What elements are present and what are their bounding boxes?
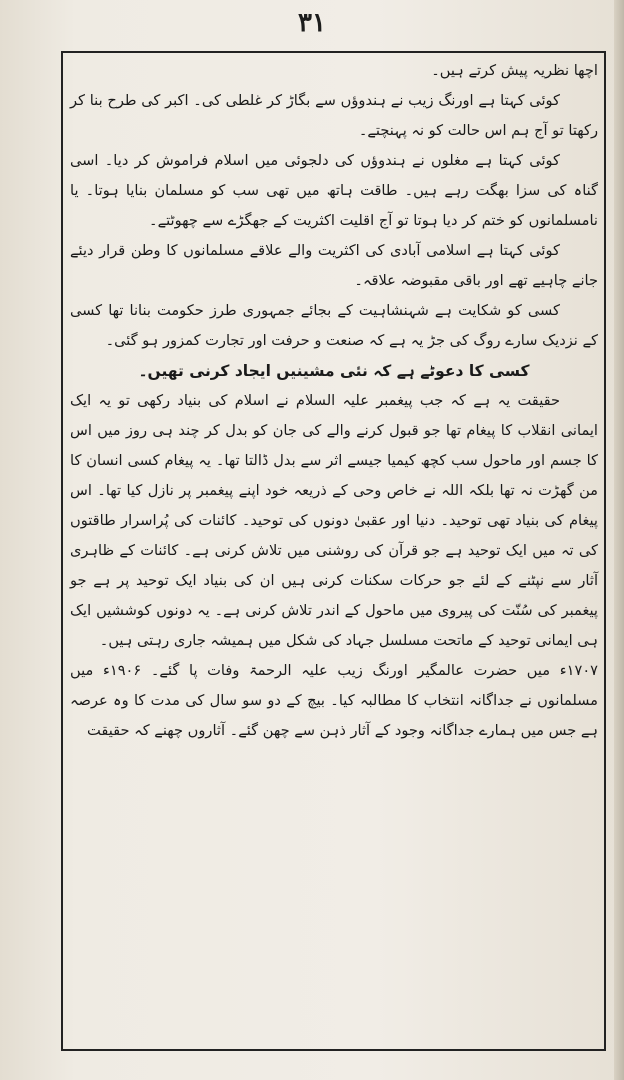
paragraph: اچھا نظریہ پیش کرتے ہیں۔ (431, 62, 598, 79)
page-number: ۳۱ (298, 8, 326, 38)
paragraph: حقیقت یہ ہے کہ جب پیغمبر علیہ السلام نے اسلام کی بنیاد رکھی تو یہ ایک ایمانی انقلاب کا پیغام تھا جو قبول کرنے والے کی جان کو بدل کر چند ہی روز میں اس کا جسم اور ماحول سب کچھ کیمیا جیسے اثر سے بدل ڈالتا تھا۔ یہ پیغام کسی انسان کا من گھڑت نہ تھا بلکہ اللہ نے خاص وحی کے ذریعہ خود اپنے پیغمبر پر نازل کیا تھا۔ اس پیغام کی بنیاد تھی توحید۔ دنیا اور عقبیٰ دونوں کی توحید۔ کائنات کی پُراسرار طاقتوں کی تہ میں ایک توحید ہے جو قرآن کی روشنی میں تلاش کرنی ہے۔ کائنات کے ظاہری آثار سے نپٹنے کے لئے جو حرکات سکنات کرنی ہیں ان کی بنیاد ایک توحید پر ہے جو پیغمبر کی سُنّت کی پیروی میں ماحول کے اندر تلاش کرنی ہے۔ یہ دونوں کوششیں ایک ہی ایمانی توحید کے ماتحت مسلسل جہاد کی شکل میں ہمیشہ جاری رہتی ہیں۔ (70, 392, 598, 649)
paragraph: ۱۷۰۷ء میں حضرت عالمگیر اورنگ زیب علیہ الرحمۃ وفات پا گئے۔ ۱۹۰۶ء میں مسلمانوں نے جداگانہ انتخاب کا مطالبہ کیا۔ بیچ کے دو سو سال کی مدت کا وہ عرصہ ہے جس میں ہمارے جداگانہ وجود کے آثار ذہن سے چھن گئے۔ آثاروں چھنے کہ حقیقت (70, 662, 598, 739)
paragraph-heading: کسی کا دعوٹے ہے کہ نئی مشینیں ایجاد کرنی تھیں۔ (138, 362, 530, 380)
paragraph: کوئی کہتا ہے مغلوں نے ہندوؤں کی دلجوئی میں اسلام فراموش کر دیا۔ اسی گناہ کی سزا بھگت رہے ہیں۔ طاقت ہاتھ میں تھی سب کو مسلمان بنایا ہوتا۔ یا نامسلمانوں کو ختم کر دیا ہوتا تو آج اقلیت اکثریت کے جھگڑے سے چھوٹتے۔ (70, 152, 598, 229)
paragraph: کوئی کہتا ہے اورنگ زیب نے ہندوؤں سے بگاڑ کر غلطی کی۔ اکبر کی طرح بنا کر رکھتا تو آج ہم اس حالت کو نہ پہنچتے۔ (70, 92, 598, 139)
body-text (70, 56, 598, 746)
page-edge (614, 0, 624, 1080)
paragraph: کسی کو شکایت ہے شہنشاہیت کے بجائے جمہوری طرز حکومت بنانا تھا کسی کے نزدیک سارے روگ کی جڑ یہ ہے کہ صنعت و حرفت اور تجارت کمزور ہو گئی۔ (70, 302, 598, 349)
paragraph: کوئی کہتا ہے اسلامی آبادی کی اکثریت والے علاقے مسلمانوں کا وطن قرار دیئے جانے چاہیے تھے اور باقی مقبوضہ علاقہ۔ (70, 242, 598, 289)
